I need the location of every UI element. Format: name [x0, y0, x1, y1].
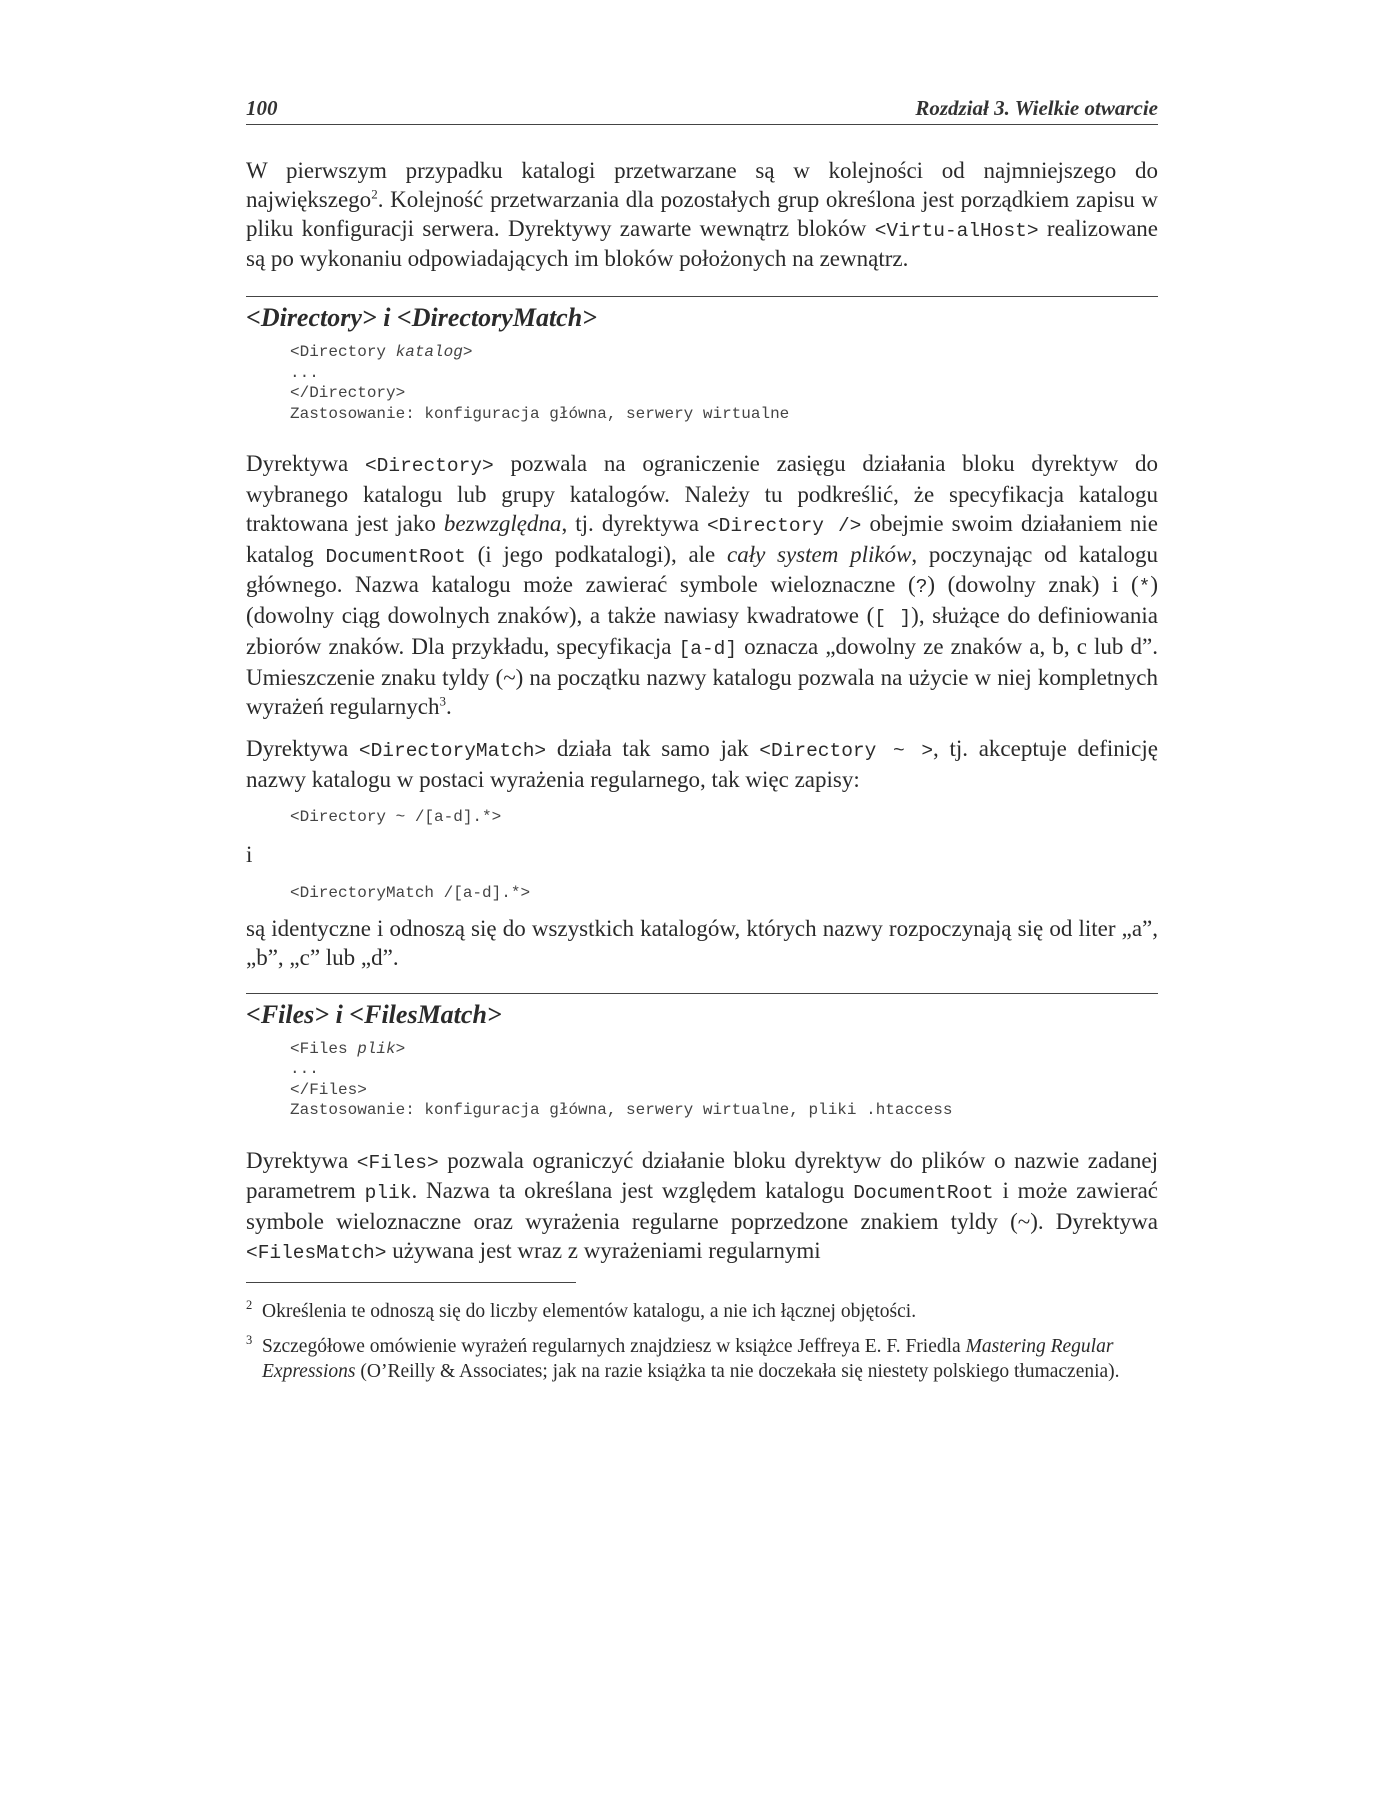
code-virtualhost: <Virtu-alHost>	[874, 219, 1039, 242]
paragraph-files: Dyrektywa <Files> pozwala ograniczyć działanie bloku dyrektyw do plików o nazwie zadanej parametrem plik. Nazwa ta określana jest względem katalogu DocumentRoot i może zawierać symbole wieloznaczne oraz wyrażenia regularne poprzedzone znakiem tyldy (~). Dyrektywa <FilesMatch> używana jest wraz z wyrażeniami regularnymi	[246, 1147, 1159, 1264]
conjunction: i	[246, 841, 253, 867]
page	[246, 96, 1158, 1384]
footnote-3: 3 Szczegółowe omówienie wyrażeń regularnych znajdziesz w książce Jeffreya E. F. Friedla Mastering Regular Expressions (O’Reilly & Associates; jak na razie książka ta nie doczekała się niestety polskiego tłumaczenia).	[246, 1332, 1120, 1382]
footnote-ref-2[interactable]: 2	[371, 186, 378, 202]
running-header	[246, 96, 1158, 125]
section-heading-directory: <Directory> i <DirectoryMatch>	[246, 296, 1158, 334]
syntax-block-directory: <Directory katalog> ... </Directory> Zastosowanie: konfiguracja główna, serwery wirtualne	[290, 343, 790, 423]
syntax-block-files: <Files plik> ... </Files> Zastosowanie: konfiguracja główna, serwery wirtualne, pliki .htaccess	[290, 1039, 953, 1120]
example-code-2: <DirectoryMatch /[a-d].*>	[290, 883, 531, 902]
intro-paragraph: W pierwszym przypadku katalogi przetwarzane są w kolejności od najmniejszego do największego$^2$. Kolejność przetwarzania dla pozostałych grup określona jest porządkiem zapisu w pliku konfiguracji serwera. Dyrektywy zawarte wewnątrz bloków <Virtu-alHost> realizowane są po wykonaniu odpowiadających im bloków położonych na zewnątrz.	[246, 158, 1158, 272]
paragraph-directorymatch: Dyrektywa <DirectoryMatch> działa tak samo jak <Directory ~ >, tj. akceptuje definicję nazwy katalogu w postaci wyrażenia regularnego, tak więc zapisy:	[246, 736, 1158, 793]
paragraph-directory: Dyrektywa <Directory> pozwala na ograniczenie zasięgu działania bloku dyrektyw do wybranego katalogu lub grupy katalogów. Należy tu podkreślić, że specyfikacja katalogu traktowana jest jako bezwzględna, tj. dyrektywa <Directory /> obejmie swoim działaniem nie katalog DocumentRoot (i jego podkatalogi), ale cały system plików, poczynając od katalogu głównego. Nazwa katalogu może zawierać symbole wieloznaczne (?) (dowolny znak) i (*) (dowolny ciąg dowolnych znaków), a także nawiasy kwadratowe ([ ]), służące do definiowania zbiorów znaków. Dla przykładu, specyfikacja [a-d] oznacza „dowolny ze znaków a, b, c lub d”. Umieszczenie znaku tyldy (~) na początku nazwy katalogu pozwala na użycie w niej kompletnych wyrażeń regularnych$^3$.	[246, 451, 1159, 719]
example-code-1: <Directory ~ /[a-d].*>	[290, 807, 502, 826]
paragraph-identical: są identyczne i odnoszą się do wszystkich katalogów, których nazwy rozpoczynają się od liter „a”, „b”, „c” lub „d”.	[246, 915, 1158, 970]
footnote-2: 2 Określenia te odnoszą się do liczby elementów katalogu, a nie ich łącznej objętości.	[246, 1297, 917, 1322]
section-heading-files: <Files> i <FilesMatch>	[246, 993, 1158, 1031]
chapter-title: Rozdział 3. Wielkie otwarcie	[915, 96, 1158, 120]
page-number: 100	[246, 96, 278, 120]
footnote-ref-3[interactable]: 3	[439, 692, 446, 708]
footnote-separator	[246, 1282, 576, 1283]
